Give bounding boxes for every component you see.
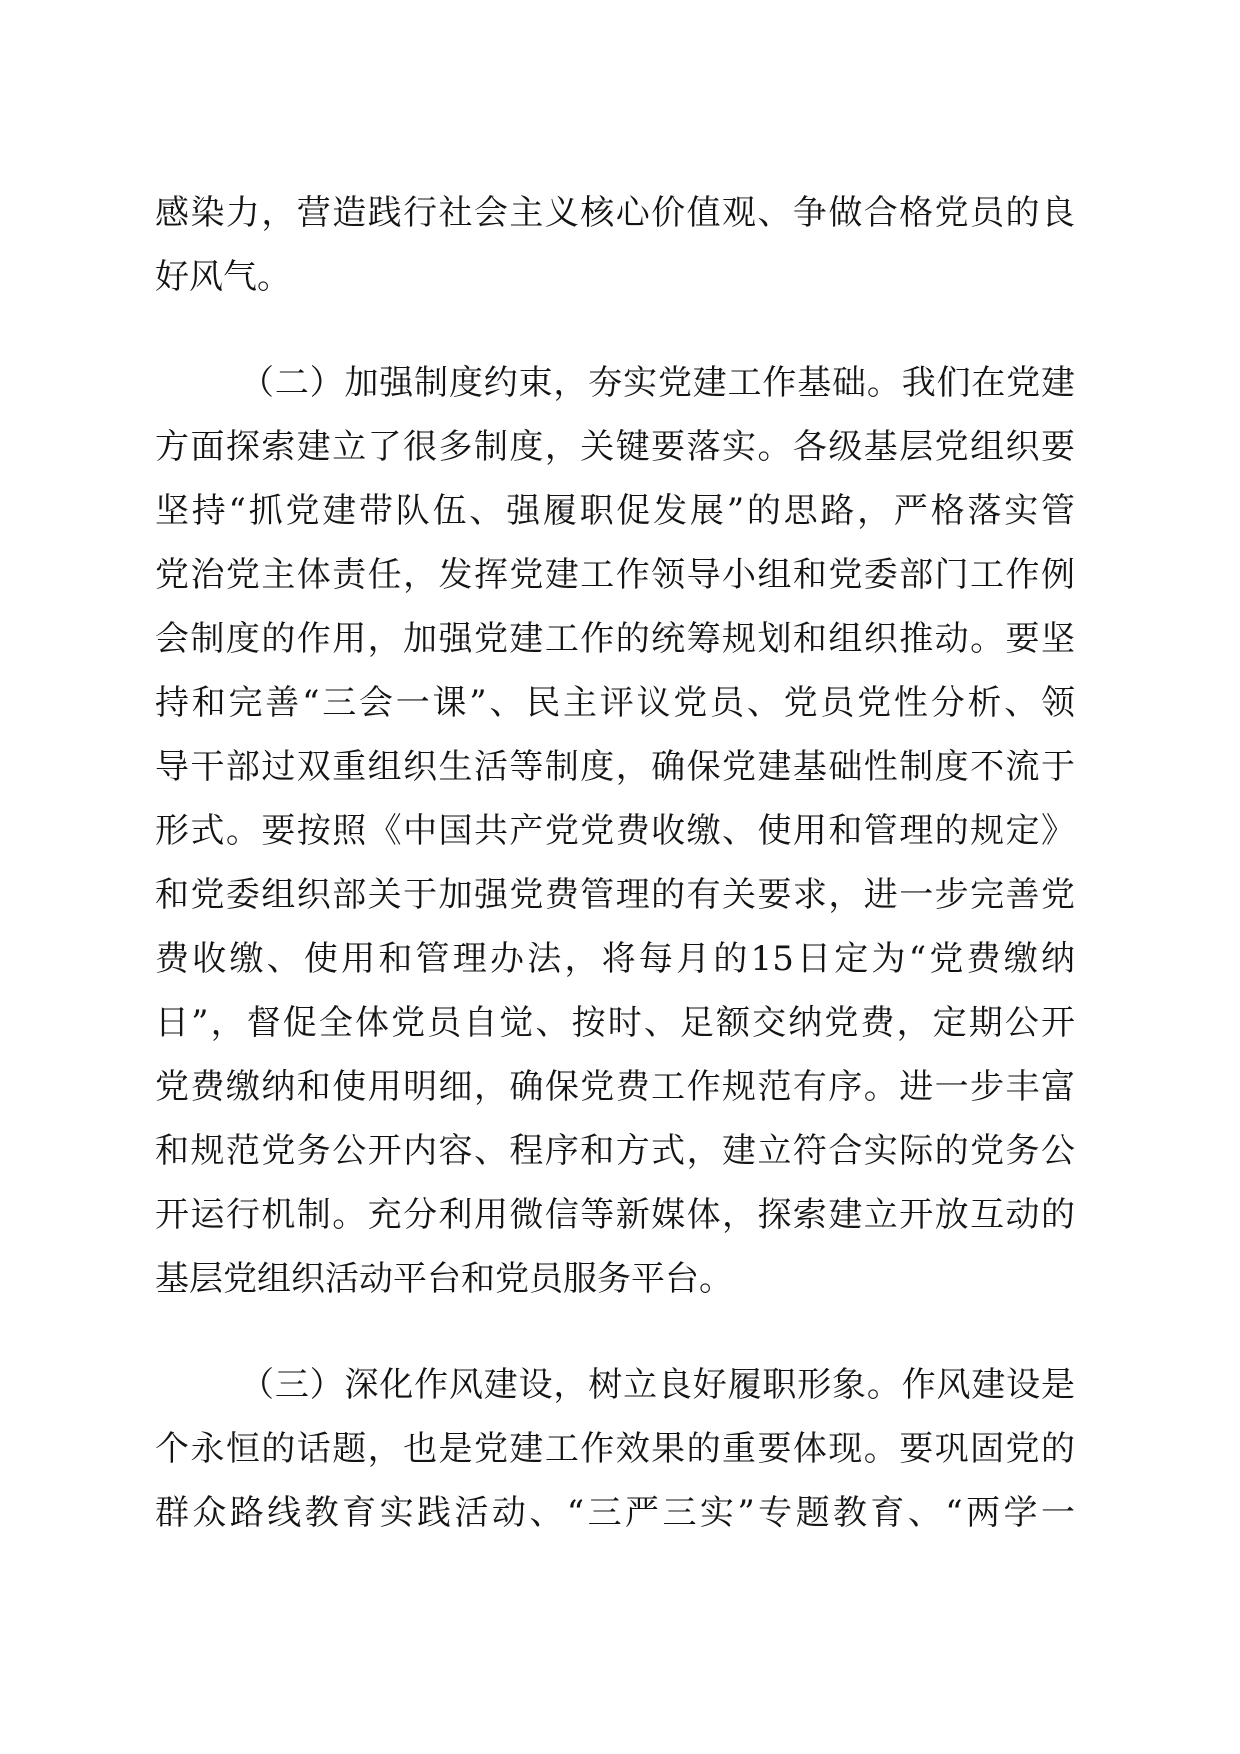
paragraph-2-line-11: 日”，督促全体党员自觉、按时、足额交纳党费，定期公开 <box>155 1003 1075 1043</box>
paragraph-2-line-3: 坚持“抓党建带队伍、强履职促发展”的思路，严格落实管 <box>155 491 1075 531</box>
paragraph-2-line-15: 基层党组织活动平台和党员服务平台。 <box>155 1259 733 1299</box>
paragraph-3-line-2: 个永恒的话题，也是党建工作效果的重要体现。要巩固党的 <box>155 1429 1075 1469</box>
paragraph-2-line-1: （二）加强制度约束，夯实党建工作基础。我们在党建 <box>240 363 1075 403</box>
paragraph-1-line-2: 好风气。 <box>155 257 291 297</box>
paragraph-2-line-7: 导干部过双重组织生活等制度，确保党建基础性制度不流于 <box>155 747 1075 787</box>
paragraph-2-line-5: 会制度的作用，加强党建工作的统筹规划和组织推动。要坚 <box>155 619 1075 659</box>
paragraph-2-line-6: 持和完善“三会一课”、民主评议党员、党员党性分析、领 <box>155 683 1075 723</box>
paragraph-2-line-2: 方面探索建立了很多制度，关键要落实。各级基层党组织要 <box>155 427 1075 467</box>
paragraph-2-line-4: 党治党主体责任，发挥党建工作领导小组和党委部门工作例 <box>155 555 1075 595</box>
paragraph-2-line-8: 形式。要按照《中国共产党党费收缴、使用和管理的规定》 <box>155 811 1075 851</box>
paragraph-3-line-1: （三）深化作风建设，树立良好履职形象。作风建设是 <box>240 1365 1075 1405</box>
paragraph-2-line-10: 费收缴、使用和管理办法，将每月的15日定为“党费缴纳 <box>155 939 1075 979</box>
paragraph-2-line-13: 和规范党务公开内容、程序和方式，建立符合实际的党务公 <box>155 1131 1075 1171</box>
paragraph-2-line-9: 和党委组织部关于加强党费管理的有关要求，进一步完善党 <box>155 875 1075 915</box>
paragraph-3-line-3: 群众路线教育实践活动、“三严三实”专题教育、“两学一 <box>155 1493 1075 1533</box>
paragraph-2-line-14: 开运行机制。充分利用微信等新媒体，探索建立开放互动的 <box>155 1195 1075 1235</box>
paragraph-1-line-1: 感染力，营造践行社会主义核心价值观、争做合格党员的良 <box>155 193 1075 233</box>
paragraph-2-line-12: 党费缴纳和使用明细，确保党费工作规范有序。进一步丰富 <box>155 1067 1075 1107</box>
